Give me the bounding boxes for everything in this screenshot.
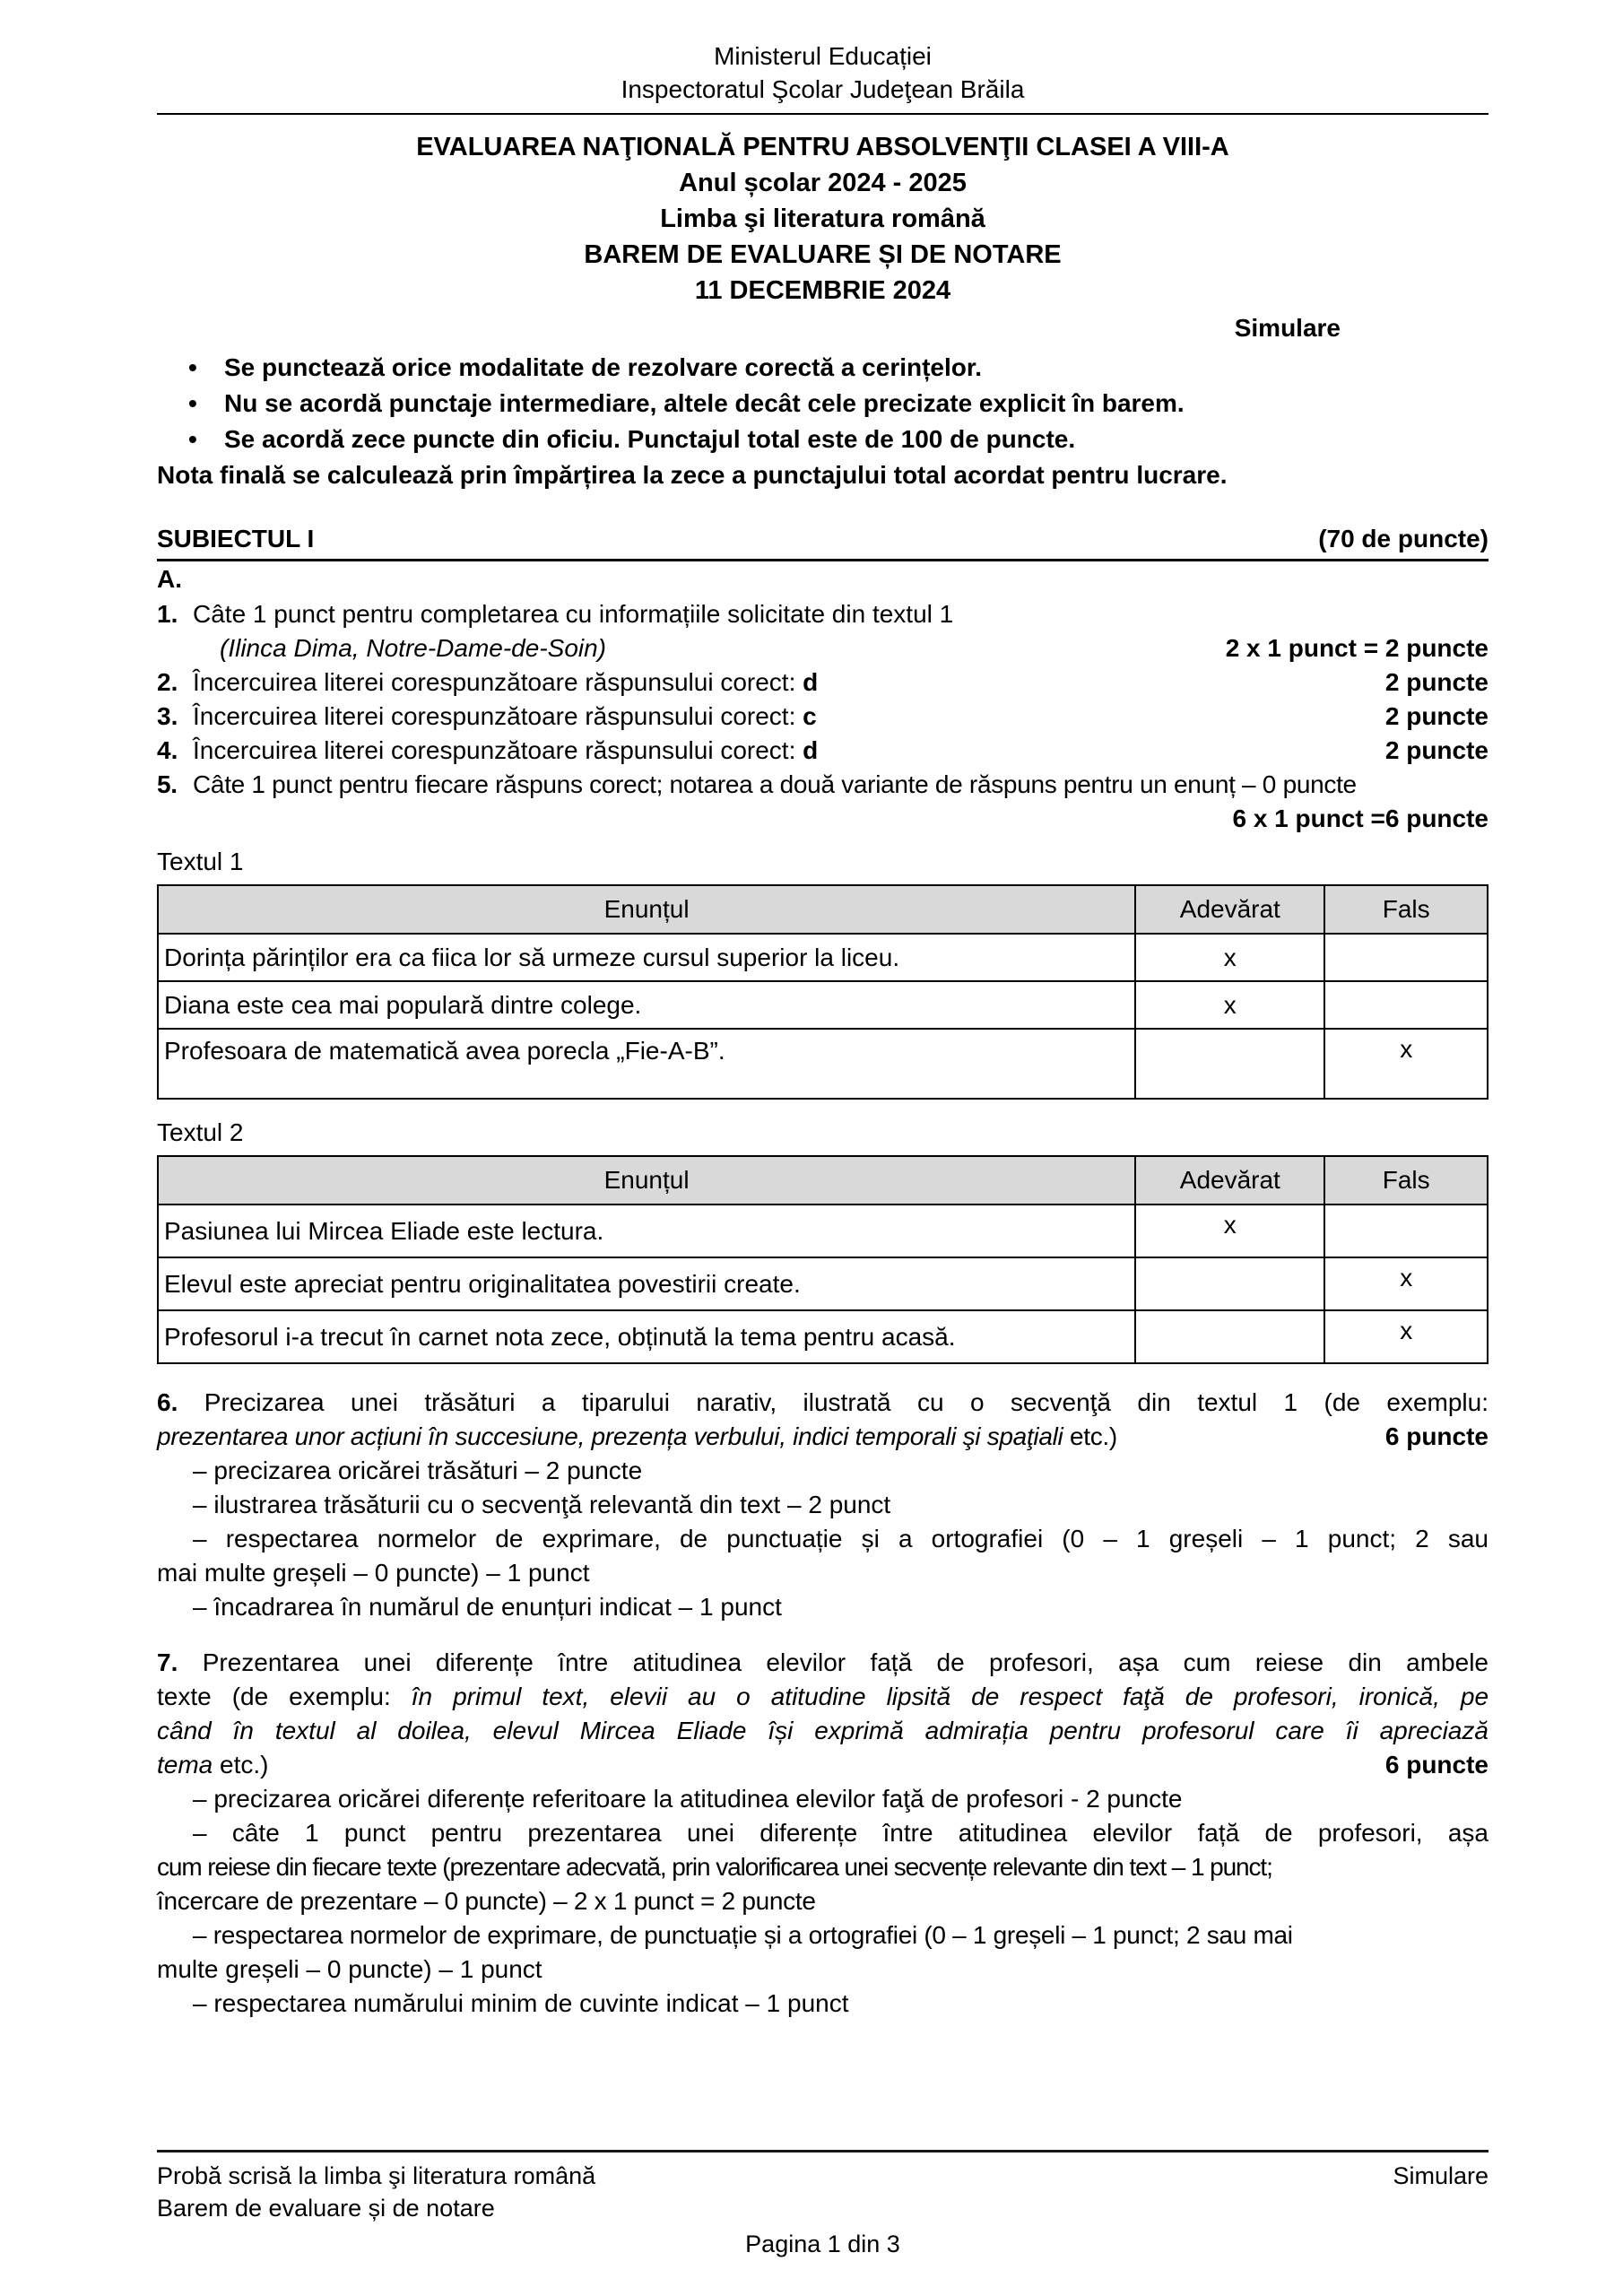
false-mark-cell [1324, 981, 1488, 1029]
criterion-line: – încadrarea în numărul de enunțuri indicat – 1 punct [193, 1593, 782, 1621]
source-citation: (Ilinca Dima, Notre-Dame-de-Soin) [220, 634, 607, 662]
item-text: Câte 1 punct pentru completarea cu informațiile solicitate din textul 1 [193, 600, 954, 628]
document-type: BAREM DE EVALUARE ȘI DE NOTARE [584, 240, 1062, 269]
footer-edition: Simulare [1393, 2162, 1488, 2189]
item-number: 5. [157, 770, 178, 798]
criterion-continuation: încercare de prezentare – 0 puncte) – 2 x 1 punct = 2 puncte [157, 1887, 816, 1915]
item-text: Câte 1 punct pentru fiecare răspuns corect; notarea a două variante de răspuns pentru un enunț – 0 puncte [193, 770, 1357, 798]
example-tail: etc.) [1063, 1422, 1117, 1450]
ministry-header [157, 39, 1488, 106]
subject-label: SUBIECTUL I [157, 525, 315, 552]
correct-answer: c [803, 702, 817, 730]
false-mark-cell: x [1324, 1310, 1488, 1363]
true-mark-cell: x [1135, 981, 1324, 1029]
example-text [157, 1420, 1117, 1454]
subject-points: (70 de puncte) [1318, 525, 1488, 552]
item-7-line-1 [157, 1646, 1488, 1680]
note-text: Se punctează orice modalitate de rezolvare corectă a cerințelor. [224, 353, 983, 381]
bullet-icon: • [188, 389, 197, 417]
item-text: Precizarea unei trăsături a tiparului narativ, ilustrată cu o secvenţă din textul 1 (de exemplu: [204, 1388, 1488, 1416]
subject-name: Limba şi literatura română [660, 204, 985, 233]
true-mark-cell: x [1135, 934, 1324, 981]
item-7-line-3: când în textul al doilea, elevul Mircea Eliade își exprimă admirația pentru profesorul care îi apreciază [157, 1717, 1488, 1744]
table-header-row [158, 1156, 1488, 1205]
item-number: 2. [157, 668, 178, 696]
example-italic: prezentarea unor acțiuni în succesiune, prezența verbului, indici temporali şi spaţiali [157, 1422, 1063, 1450]
item-7-line-2 [157, 1680, 1488, 1714]
criterion-line: – respectarea normelor de exprimare, de punctuație și a ortografiei (0 – 1 greșeli – 1 punct; 2 sau [193, 1525, 1488, 1552]
criterion-continuation: multe greșeli – 0 puncte) – 1 punct [157, 1955, 542, 1983]
bullet-icon: • [188, 425, 197, 453]
note-bullet-2 [157, 386, 1488, 422]
criterion-line: – respectarea numărului minim de cuvinte indicat – 1 punct [193, 1989, 849, 2017]
edition-label: Simulare [1234, 314, 1341, 342]
item-number: 1. [157, 600, 178, 628]
table-1-label: Textul 1 [157, 848, 244, 875]
correct-answer: d [803, 736, 819, 764]
statement-cell: Profesoara de matematică avea porecla „Fie-A-B”. [158, 1029, 1135, 1099]
example-end [157, 1748, 268, 1782]
item-number: 3. [157, 702, 178, 730]
inspectorate-name: Inspectoratul Şcolar Judeţean Brăila [621, 75, 1025, 103]
criterion-continuation: cum reiese din fiecare texte (prezentare adecvată, prin valorificarea unei secvențe relevante din text – 1 punct; [157, 1853, 1272, 1881]
statement-cell: Diana este cea mai populară dintre colege. [158, 981, 1135, 1029]
item-6-line-1 [157, 1386, 1488, 1420]
col-header-false: Fals [1324, 1156, 1488, 1205]
item-points: 2 puncte [1384, 702, 1488, 730]
example-prefix: texte (de exemplu: [157, 1683, 412, 1710]
item-7-line-4 [157, 1748, 1488, 1782]
table-row [158, 1205, 1488, 1257]
table-2-label: Textul 2 [157, 1118, 244, 1146]
item-number: 6. [157, 1388, 178, 1416]
criterion-line: – respectarea normelor de exprimare, de punctuație și a ortografiei (0 – 1 greșeli – 1 punct; 2 sau mai [193, 1921, 1293, 1949]
example-tail: etc.) [213, 1751, 269, 1779]
col-header-statement: Enunțul [158, 1156, 1135, 1205]
school-year: Anul școlar 2024 - 2025 [679, 169, 967, 197]
item-text-wrap [157, 700, 817, 734]
table-row [158, 981, 1488, 1029]
col-header-statement: Enunțul [158, 885, 1135, 934]
true-mark-cell [1135, 1257, 1324, 1310]
note-text: Se acordă zece puncte din oficiu. Punctajul total este de 100 de puncte. [224, 425, 1076, 453]
exam-title: EVALUAREA NAŢIONALĂ PENTRU ABSOLVENŢII CLASEI A VIII-A [416, 133, 1229, 161]
footer-row-2 [157, 2192, 1488, 2224]
item-text: Încercuirea literei corespunzătoare răspunsului corect: [193, 702, 803, 730]
item-text: Prezentarea unei diferențe între atitudinea elevilor față de profesori, așa cum reiese din ambele [202, 1648, 1488, 1676]
section-a-label: A. [157, 565, 182, 593]
criterion-line: – câte 1 punct pentru prezentarea unei diferențe între atitudinea elevilor față de profesori, așa [193, 1819, 1488, 1847]
item-number: 7. [157, 1648, 178, 1676]
statement-cell: Elevul este apreciat pentru originalitatea povestirii create. [158, 1257, 1135, 1310]
general-notes [157, 350, 1488, 493]
item-points: 2 puncte [1384, 736, 1488, 764]
note-text: Nu se acordă punctaje intermediare, altele decât cele precizate explicit în barem. [224, 389, 1185, 417]
note-bullet-1 [157, 350, 1488, 386]
item-points: 6 puncte [1384, 1751, 1488, 1779]
item-points: 2 x 1 punct = 2 puncte [1225, 634, 1488, 662]
ministry-name: Ministerul Educației [714, 42, 932, 70]
true-mark-cell [1135, 1310, 1324, 1363]
table-row [158, 1257, 1488, 1310]
table-row [158, 1029, 1488, 1099]
item-6 [157, 1386, 1488, 1624]
example-italic: în primul text, elevii au o atitudine lipsită de respect faţă de profesori, ironică, pe [411, 1683, 1489, 1710]
title-block [157, 129, 1488, 346]
statement-cell: Pasiunea lui Mircea Eliade este lectura. [158, 1205, 1135, 1257]
item-2 [157, 665, 1488, 700]
true-mark-cell: x [1135, 1205, 1324, 1257]
item-4 [157, 734, 1488, 768]
bullet-icon: • [188, 353, 197, 381]
criterion-line: – precizarea oricărei trăsături – 2 puncte [193, 1457, 643, 1484]
item-6-line-2 [157, 1420, 1488, 1454]
header-divider [157, 113, 1488, 115]
table-row [158, 934, 1488, 981]
false-mark-cell: x [1324, 1257, 1488, 1310]
correct-answer: d [803, 668, 819, 696]
note-bullet-3 [157, 422, 1488, 457]
statement-cell: Profesorul i-a trecut în carnet nota zece, obținută la tema pentru acasă. [158, 1310, 1135, 1363]
page-footer [157, 2150, 1488, 2260]
item-5 [157, 768, 1488, 802]
exam-date: 11 DECEMBRIE 2024 [694, 276, 951, 305]
table-row [158, 1310, 1488, 1363]
page-number: Pagina 1 din 3 [745, 2231, 900, 2257]
false-mark-cell [1324, 1205, 1488, 1257]
scoring-items [157, 597, 1488, 836]
false-mark-cell: x [1324, 1029, 1488, 1099]
item-5-points: 6 x 1 punct =6 puncte [1232, 804, 1488, 832]
criterion-line: – ilustrarea trăsăturii cu o secvenţă relevantă din text – 2 punct [193, 1491, 891, 1518]
true-false-table-text2 [157, 1155, 1488, 1364]
true-false-table-text1 [157, 884, 1488, 1100]
item-1 [157, 597, 1488, 631]
col-header-false: Fals [1324, 885, 1488, 934]
item-text: Încercuirea literei corespunzătoare răspunsului corect: [193, 668, 803, 696]
example-italic: tema [157, 1751, 213, 1779]
true-mark-cell [1135, 1029, 1324, 1099]
final-grade-note: Nota finală se calculează prin împărțirea la zece a punctajului total acordat pentru lucrare. [157, 461, 1228, 489]
item-3 [157, 700, 1488, 734]
item-7 [157, 1646, 1488, 2021]
item-text-wrap [157, 734, 818, 768]
criterion-continuation: mai multe greșeli – 0 puncte) – 1 punct [157, 1559, 590, 1587]
item-number: 4. [157, 736, 178, 764]
subject-heading [157, 522, 1488, 561]
footer-row-1 [157, 2160, 1488, 2192]
footer-exam-type: Probă scrisă la limba şi literatura română [157, 2162, 596, 2189]
table-header-row [158, 885, 1488, 934]
col-header-true: Adevărat [1135, 1156, 1324, 1205]
footer-document-type: Barem de evaluare și de notare [157, 2195, 495, 2222]
statement-cell: Dorința părinților era ca fiica lor să urmeze cursul superior la liceu. [158, 934, 1135, 981]
item-text-wrap [157, 665, 818, 700]
col-header-true: Adevărat [1135, 885, 1324, 934]
item-text: Încercuirea literei corespunzătoare răspunsului corect: [193, 736, 803, 764]
item-points: 6 puncte [1384, 1422, 1488, 1450]
item-points: 2 puncte [1384, 668, 1488, 696]
criterion-line: – precizarea oricărei diferențe referitoare la atitudinea elevilor faţă de profesori - 2 puncte [193, 1785, 1183, 1813]
false-mark-cell [1324, 934, 1488, 981]
item-1-source-line [157, 631, 1488, 665]
